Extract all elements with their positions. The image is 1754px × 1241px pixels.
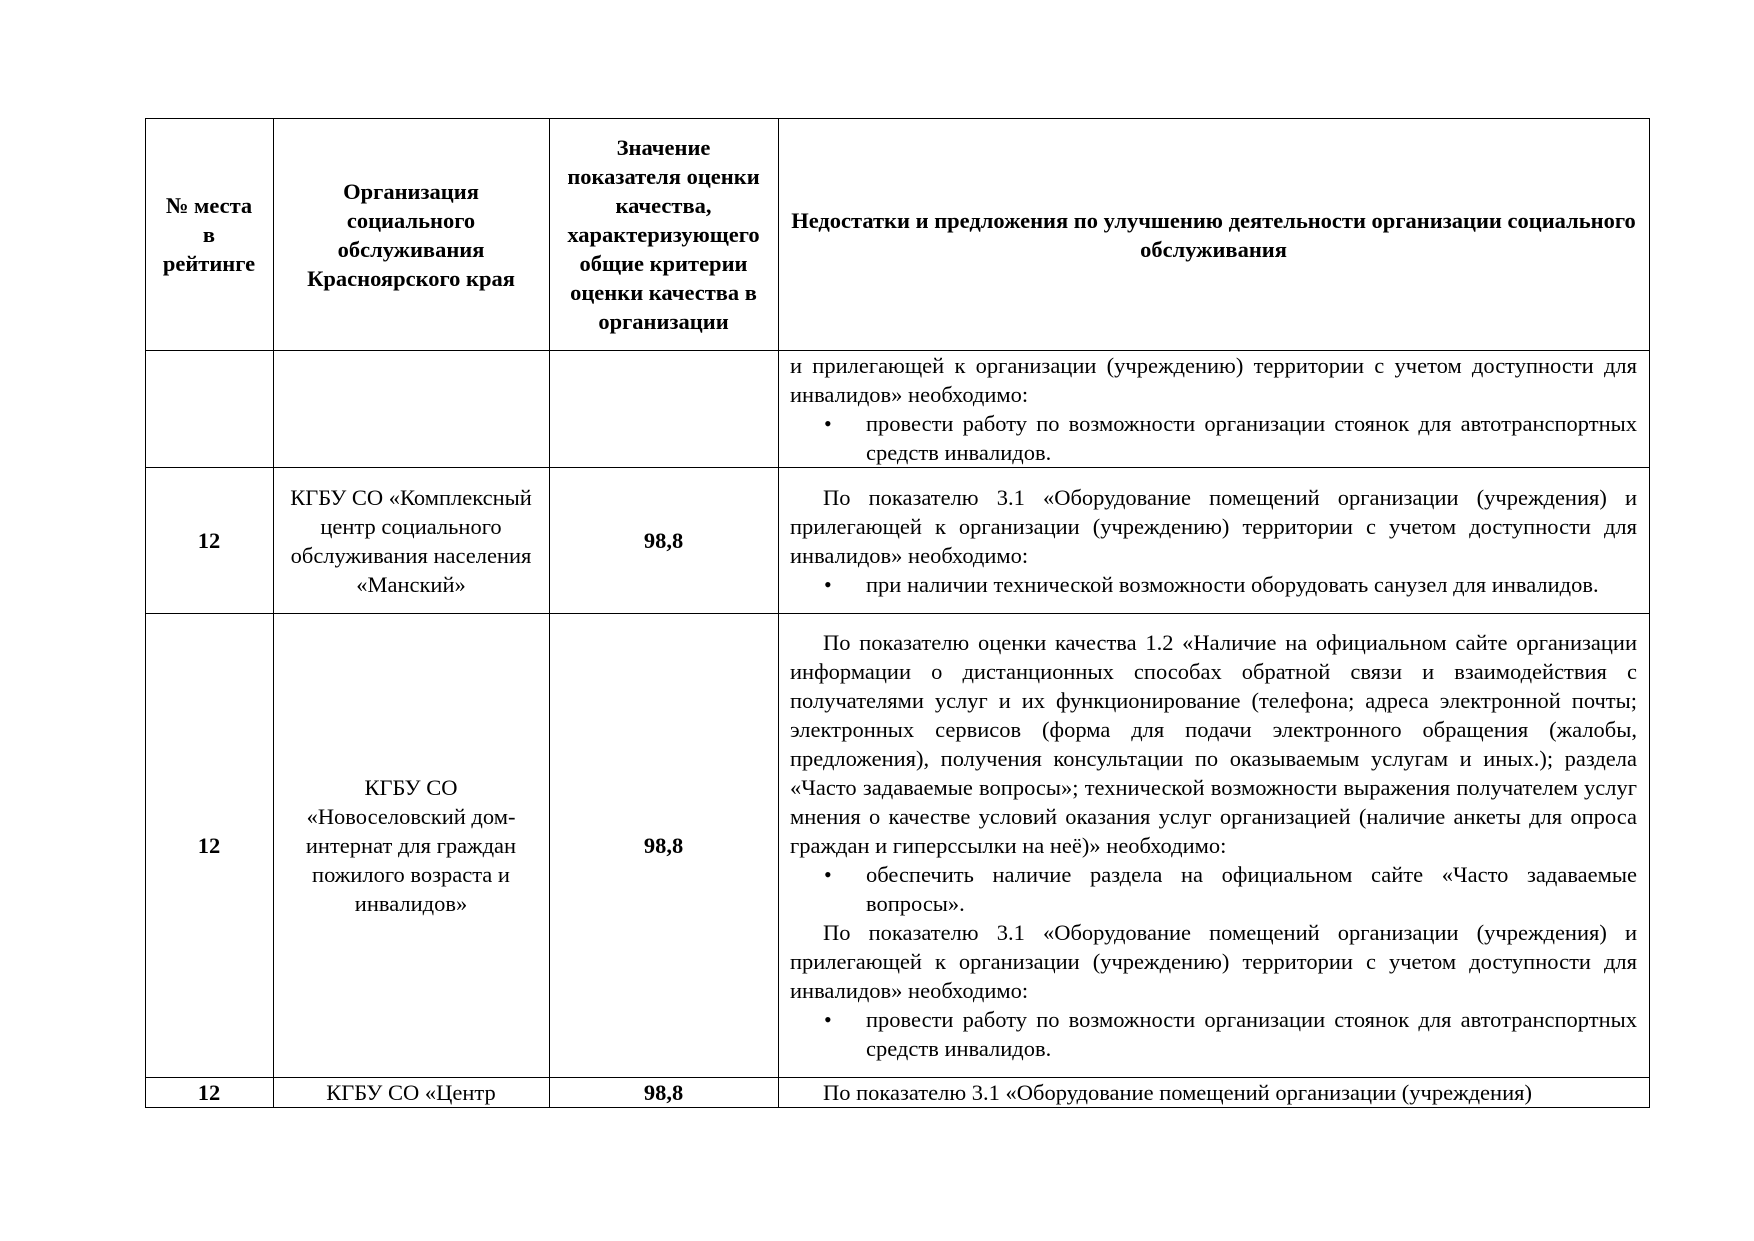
rating-table [145,118,1650,1108]
issues-cell [779,614,1650,1078]
score-cell: 98,8 [550,468,779,614]
table-header-row [146,119,1650,351]
rank-cell-empty [146,351,274,468]
bullet-item: • при наличии технической возможности оборудовать санузел для инвалидов. [866,570,1637,599]
header-score: Значение показателя оценки качества, характеризующего общие критерии оценки качества в организации [550,119,779,351]
table-row [146,1078,1650,1108]
table-row [146,468,1650,614]
rank-cell: 12 [146,1078,274,1108]
bullet-list [790,1005,1637,1063]
paragraph: По показателю 3.1 «Оборудование помещений организации (учреждения) и прилегающей к организации (учреждению) территории с учетом доступности для инвалидов» необходимо: [790,920,1637,1003]
issues-cell [779,468,1650,614]
issues-cell [779,1078,1650,1108]
bullet-item: • провести работу по возможности организации стоянок для автотранспортных средств инвалидов. [866,409,1637,467]
bullet-list [790,409,1637,467]
paragraph: и прилегающей к организации (учреждению) территории с учетом доступности для инвалидов» необходимо: [790,353,1637,407]
table-row-continuation [146,351,1650,468]
bullet-list [790,570,1637,599]
bullet-list [790,860,1637,918]
score-cell: 98,8 [550,1078,779,1108]
rank-cell: 12 [146,468,274,614]
paragraph: По показателю 3.1 «Оборудование помещений организации (учреждения) [823,1080,1532,1105]
paragraph: По показателю оценки качества 1.2 «Наличие на официальном сайте организации информации о дистанционных способах обратной связи и взаимодействия с получателями услуг и их функционирование (телефона; адреса электронной почты; электронных сервисов (форма для подачи электронного обращения (жалобы, предложения), получения консультации по оказываемым услугам и иных.); раздела «Часто задаваемые вопросы»; технической возможности выражения получателем услуг мнения о качестве условий оказания услуг организацией (наличие анкеты для опроса граждан и гиперссылки на неё)» необходимо: [790,630,1637,858]
bullet-item: • обеспечить наличие раздела на официальном сайте «Часто задаваемые вопросы». [866,860,1637,918]
score-cell: 98,8 [550,614,779,1078]
header-organization: Организация социального обслуживания Красноярского края [274,119,550,351]
rank-cell: 12 [146,614,274,1078]
org-cell-empty [274,351,550,468]
org-cell: КГБУ СО «Комплексный центр социального обслуживания населения «Манский» [274,468,550,614]
bullet-item: • провести работу по возможности организации стоянок для автотранспортных средств инвалидов. [866,1005,1637,1063]
score-cell-empty [550,351,779,468]
table-row [146,614,1650,1078]
issues-cell [779,351,1650,468]
paragraph: По показателю 3.1 «Оборудование помещений организации (учреждения) и прилегающей к организации (учреждению) территории с учетом доступности для инвалидов» необходимо: [790,484,1637,568]
org-cell: КГБУ СО «Новоселовский дом-интернат для граждан пожилого возраста и инвалидов» [274,614,550,1078]
header-issues: Недостатки и предложения по улучшению деятельности организации социального обслуживания [779,119,1650,351]
org-cell: КГБУ СО «Центр [274,1078,550,1108]
header-rank: № места в рейтинге [146,119,274,351]
